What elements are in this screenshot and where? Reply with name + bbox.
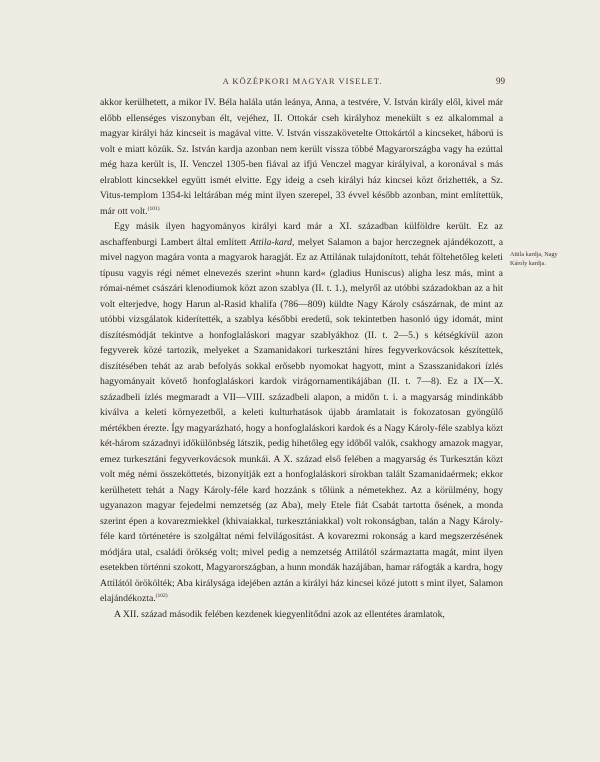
page-number: 99 xyxy=(496,76,505,86)
running-header xyxy=(100,76,505,86)
paragraph-text: melyet Salamon a bajor herczegnek ajándékozott, a mivel nagyon magára vonta a magyarok haragját. Ez az Attilának tulajdonított, tehát föltehetőleg keleti típusu vagyis régi német elnevezés szerint »hunn kard« (gladius Huniscus) aligha lesz más, mint a római-német császári klenodiumok közt azon szablya (II. t. 1.), melyről az utóbbi századokban az a hit volt elterjedve, hogy Harun al-Rasid khalifa (786—809) küldte Nagy Károly császárnak, de mint az utóbbi vizsgálatok kiderítették, a szablya későbbi eredetű, sok tekintetben hasonló úgy idomát, mint díszítésmódját tekintve a honfoglaláskori magyar szablyákhoz (II. t. 2—5.) s kétségkívül azon fegyverek közé tartozik, melyeket a Szamanidakori turkesztáni híres fegyverkovácsok készítettek, díszítésében tehát az arab befolyás sokkal erősebb nyomokat hagyott, mint a Szasszanidakori ízlés hagyományait követő honfoglaláskori kardok virágornamentikájában (II. t. 7—8). Ez a IX—X. századbeli ízlés megmaradt a VII—VIII. századbeli alapon, a midőn t. i. a magyarság mindinkább kiválva a keleti környezetből, a keleti kulturhatások újabb áramlatait is fokozatosan gyöngülő mértékben érezte. Így magyarázható, hogy a honfoglaláskori kardok és a Nagy Károly-féle szablya közt két-három századnyi időkülönbség látszik, pedig hihetőleg egy időből valók, csakhogy amazok magyar, emez turkesztáni fegyverkovácsok munkái. A X. század első felében a magyarság és Turkesztán közt volt még némi összeköttetés, bizonyítják ezt a honfoglaláskori sírokban talált Szamanidaérmek; ekkor kerülhetett tehát a Nagy Károly-féle kard hozzánk s tőlünk a németekhez. Az a körülmény, hogy ugyanazon magyar fejedelmi nemzetség (az Aba), mely Etele fiát Csabát tartotta ősének, a monda szerint épen a kovarezmiekkel (khivaiakkal, turkesztániakkal) volt rokonságban, talán a Nagy Károly-féle kard történetére is szolgáltat némi felvilágosítást. A kovarezmi rokonság a kard megszerzésének módjára utal, családi örökség volt; mivel pedig a nemzetség Attilától származtatta magát, mint ilyen esetekben történni szokott, Magyarországban, a hunn mondák hazájában, hamar ráfogták a kardra, hogy Attilától örökölték; Aba királysága idejében aztán a királyi ház kincsei közé jutott s mint ilyet, Salamon elajándékozta. xyxy=(100,236,503,604)
paragraph xyxy=(100,219,503,607)
margin-note: Attila kardja, Nagy Károly kardja. xyxy=(510,251,558,267)
main-text xyxy=(100,95,503,622)
paragraph-text: Egy másik ilyen hagyományos királyi kard már a XI. században külföldre került. Ez az aschaffenburgi Lambert által említett xyxy=(100,221,503,248)
running-title: A KÖZÉPKORI MAGYAR VISELET. xyxy=(222,76,383,86)
footnote-ref: (101) xyxy=(147,205,160,212)
paragraph-text: akkor kerülhetett, a mikor IV. Béla halála után leánya, Anna, a testvére, V. István király elől, kivel már előbb ellenséges viszonyban élt, vejéhez, II. Ottokár cseh királyhoz menekült s ez alkalommal a magyar királyi ház kincseit is magával vitte. V. István visszakövetelte Ottokártól a kincseket, háború is volt e miatt közük. Sz. István kardja azonban nem került vissza többé Magyarországba vagy ha ezúttal még haza került is, II. Venczel 1305-ben fiával az ifjú Venczel magyar királyival, a koronával s más elrablott kincsekkel együtt ismét elvitte. Egy ideig a cseh királyi ház kincsei közt őrizhették, a Sz. Vitus-templom 1354-ki leltárában még mint ilyen szerepel, 33 évvel később azonban, mint említettük, már ott volt. xyxy=(100,97,503,217)
italic-term: Attila-kard, xyxy=(249,236,295,248)
paragraph-text: A XII. század második felében kezdenek kiegyenlítődni azok az ellentétes áramlatok, xyxy=(114,608,445,620)
paragraph xyxy=(100,607,503,623)
paragraph xyxy=(100,95,503,219)
footnote-ref: (102) xyxy=(155,592,168,599)
